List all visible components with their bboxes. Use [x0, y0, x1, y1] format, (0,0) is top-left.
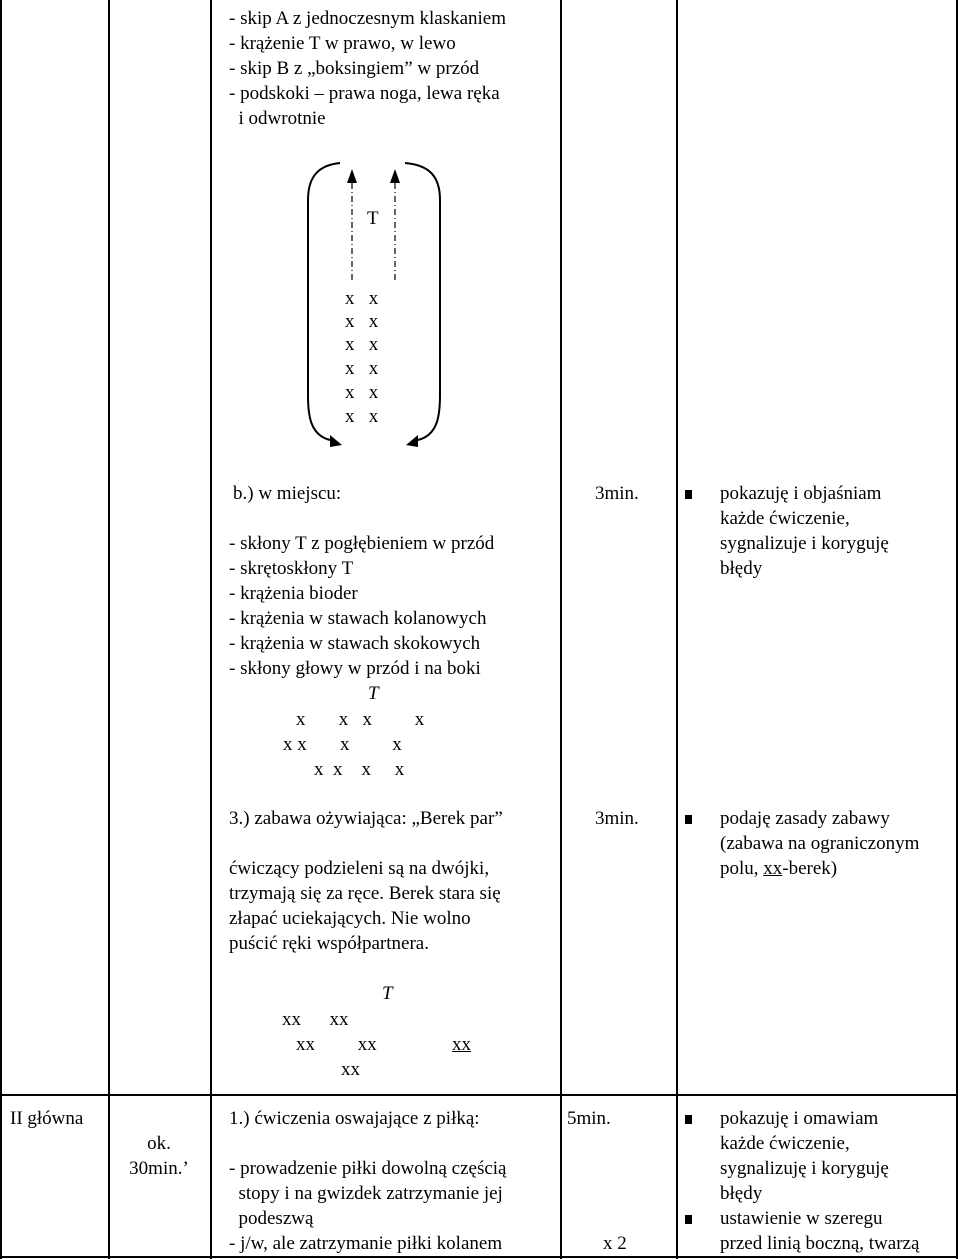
- table-border-bottom: [0, 1256, 958, 1258]
- table-border-right: [956, 0, 958, 1259]
- left-arrowhead-up: [347, 169, 357, 183]
- section-3-description: złapać uciekających. Nie wolno: [229, 908, 471, 929]
- bullet-icon: [685, 1115, 692, 1124]
- section-main-note: sygnalizuję i koryguję: [720, 1158, 889, 1179]
- section-main-note: przed linią boczną, twarzą: [720, 1233, 920, 1254]
- section-b-item: - krążenia w stawach skokowych: [229, 633, 481, 654]
- warmup-item: - skip B z „boksingiem” w przód: [229, 58, 480, 79]
- section-b-time: 3min.: [595, 483, 639, 504]
- formation-row: xx xx: [296, 1034, 377, 1055]
- note-text: -berek): [782, 858, 838, 879]
- chaser-mark: xx: [763, 858, 783, 879]
- section-3-description: ćwiczący podzieleni są na dwójki,: [229, 858, 490, 879]
- part-label: II główna: [10, 1108, 84, 1129]
- section-main-item: stopy i na gwizdek zatrzymanie jej: [229, 1183, 503, 1204]
- table-border-left: [0, 0, 2, 1259]
- teacher-mark: T: [367, 208, 379, 229]
- formation-row: xx xx: [282, 1009, 349, 1030]
- warmup-item: - skip A z jednoczesnym klaskaniem: [229, 8, 507, 29]
- section-b-note: sygnalizuje i koryguję: [720, 533, 889, 554]
- formation-row: x x: [345, 288, 379, 309]
- formation-row: x x: [345, 358, 379, 379]
- bullet-icon: [685, 815, 692, 824]
- section-3-description: trzymają się za ręce. Berek stara się: [229, 883, 501, 904]
- section-b-item: - skłony T z pogłębieniem w przód: [229, 533, 495, 554]
- chaser-mark: xx: [452, 1034, 471, 1055]
- section-main-item: - j/w, ale zatrzymanie piłki kolanem: [229, 1233, 503, 1254]
- section-main-reps: x 2: [603, 1233, 627, 1254]
- left-return-curve: [308, 163, 340, 440]
- formation-row: x x x x: [314, 759, 405, 780]
- left-curve-arrowhead: [330, 435, 342, 447]
- warmup-item: - podskoki – prawa noga, lewa ręka: [229, 83, 500, 104]
- teacher-mark: T: [382, 983, 393, 1004]
- section-3-note: podaję zasady zabawy: [720, 808, 890, 829]
- warmup-item: i odwrotnie: [229, 108, 326, 129]
- bullet-icon: [685, 490, 692, 499]
- section-3-note: [720, 857, 837, 881]
- note-text: polu,: [720, 858, 764, 879]
- duration: 30min.’: [129, 1158, 189, 1179]
- right-arrowhead-up: [390, 169, 400, 183]
- section-b-item: - skłony głowy w przód i na boki: [229, 658, 481, 679]
- duration: ok.: [147, 1133, 171, 1154]
- section-main-heading: 1.) ćwiczenia oswajające z piłką:: [229, 1108, 480, 1129]
- teacher-mark: T: [368, 683, 379, 704]
- table-border-col4: [560, 0, 562, 1259]
- formation-row: x x: [345, 311, 379, 332]
- section-3-description: puścić ręki współpartnera.: [229, 933, 429, 954]
- section-b-item: - krążenia bioder: [229, 583, 358, 604]
- formation-row: x x: [345, 334, 379, 355]
- right-curve-arrowhead: [406, 435, 418, 447]
- section-main-note: ustawienie w szeregu: [720, 1208, 883, 1229]
- formation-row: x x: [345, 382, 379, 403]
- table-border-col3: [210, 0, 212, 1259]
- section-main-note: pokazuję i omawiam: [720, 1108, 879, 1129]
- section-main-item: - prowadzenie piłki dowolną częścią: [229, 1158, 507, 1179]
- bullet-icon: [685, 1215, 692, 1224]
- section-3-heading: 3.) zabawa ożywiająca: „Berek par”: [229, 808, 503, 829]
- section-main-item: podeszwą: [229, 1208, 314, 1229]
- section-b-heading: b.) w miejscu:: [233, 483, 342, 504]
- section-main-time: 5min.: [567, 1108, 611, 1129]
- section-main-note: błędy: [720, 1183, 763, 1204]
- section-b-item: - krążenia w stawach kolanowych: [229, 608, 487, 629]
- section-3-time: 3min.: [595, 808, 639, 829]
- table-border-col5: [676, 0, 678, 1259]
- table-row-divider: [0, 1094, 958, 1096]
- warmup-item: - krążenie T w prawo, w lewo: [229, 33, 456, 54]
- table-border-col2: [108, 0, 110, 1259]
- right-return-curve: [405, 163, 440, 440]
- section-b-note: błędy: [720, 558, 763, 579]
- section-3-note: (zabawa na ograniczonym: [720, 833, 920, 854]
- section-main-note: każde ćwiczenie,: [720, 1133, 850, 1154]
- section-b-note: pokazuję i objaśniam: [720, 483, 882, 504]
- formation-row: x x x x: [283, 734, 402, 755]
- formation-row: xx: [341, 1059, 360, 1080]
- formation-row: x x: [345, 406, 379, 427]
- section-b-item: - skrętoskłony T: [229, 558, 354, 579]
- section-b-note: każde ćwiczenie,: [720, 508, 850, 529]
- formation-row: x x x x: [296, 709, 425, 730]
